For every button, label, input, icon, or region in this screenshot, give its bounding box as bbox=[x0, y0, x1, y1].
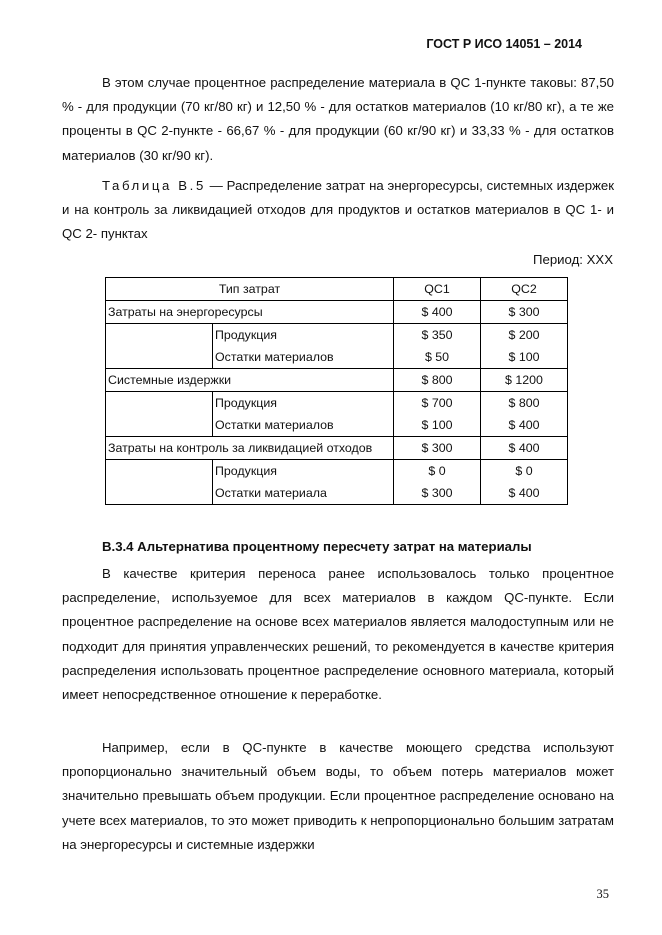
table-row bbox=[106, 392, 568, 415]
row-label: Остатки материалов bbox=[213, 346, 394, 369]
row-qc1: $ 300 bbox=[394, 482, 481, 505]
group-name: Затраты на контроль за ликвидацией отходов bbox=[106, 437, 394, 460]
row-label: Остатки материалов bbox=[213, 414, 394, 437]
group-spacer bbox=[106, 392, 213, 437]
table-row bbox=[106, 324, 568, 347]
table-header-row bbox=[106, 278, 568, 301]
row-qc1: $ 0 bbox=[394, 460, 481, 483]
row-label: Продукция bbox=[213, 324, 394, 347]
group-qc2: $ 1200 bbox=[481, 369, 568, 392]
row-qc2: $ 400 bbox=[481, 482, 568, 505]
section-paragraph-2: Например, если в QC-пункте в качестве моющего средства используют пропорционально значительный объем воды, то объем потерь материалов может значительно превышать объем продукции. Если процентное распределение основано на учете всех материалов, то это может приводить к непропорционально большим затратам на энергоресурсы и системные издержки bbox=[62, 740, 614, 852]
table-caption-text: — Распределение затрат на энергоресурсы, системных издержек и на контроль за ликвидацией отходов для продуктов и остатков материалов в QC 1- и QC 2- пунктах bbox=[62, 178, 614, 242]
cost-allocation-table bbox=[105, 277, 568, 505]
table-caption-label: Таблица В.5 bbox=[102, 178, 206, 193]
group-name: Затраты на энергоресурсы bbox=[106, 301, 394, 324]
row-qc2: $ 800 bbox=[481, 392, 568, 415]
row-qc1: $ 100 bbox=[394, 414, 481, 437]
row-qc2: $ 100 bbox=[481, 346, 568, 369]
header-cost-type: Тип затрат bbox=[106, 278, 394, 301]
table-group-row bbox=[106, 369, 568, 392]
page-number: 35 bbox=[596, 887, 609, 901]
row-label: Остатки материала bbox=[213, 482, 394, 505]
row-qc1: $ 50 bbox=[394, 346, 481, 369]
row-label: Продукция bbox=[213, 392, 394, 415]
row-label: Продукция bbox=[213, 460, 394, 483]
row-qc1: $ 350 bbox=[394, 324, 481, 347]
table-group-row bbox=[106, 437, 568, 460]
row-qc2: $ 400 bbox=[481, 414, 568, 437]
header-qc1: QC1 bbox=[394, 278, 481, 301]
group-name: Системные издержки bbox=[106, 369, 394, 392]
row-qc2: $ 200 bbox=[481, 324, 568, 347]
group-qc2: $ 400 bbox=[481, 437, 568, 460]
section-paragraph-1: В качестве критерия переноса ранее использовалось только процентное распределение, используемое для всех материалов в каждом QC-пункте. Если процентное распределение на основе всех материалов является малодоступным или не подходит для принятия управленческих решений, то рекомендуется в качестве критерия распределения использовать процентное распределение основного материала, который имеет непосредственное отношение к переработке. bbox=[62, 566, 614, 703]
group-qc1: $ 300 bbox=[394, 437, 481, 460]
group-spacer bbox=[106, 460, 213, 505]
table-caption bbox=[62, 174, 614, 247]
row-qc2: $ 0 bbox=[481, 460, 568, 483]
row-qc1: $ 700 bbox=[394, 392, 481, 415]
group-qc2: $ 300 bbox=[481, 301, 568, 324]
document-id: ГОСТ Р ИСО 14051 – 2014 bbox=[426, 37, 582, 51]
group-spacer bbox=[106, 324, 213, 369]
group-qc1: $ 800 bbox=[394, 369, 481, 392]
group-qc1: $ 400 bbox=[394, 301, 481, 324]
header-qc2: QC2 bbox=[481, 278, 568, 301]
period-label: Период: XXX bbox=[533, 252, 613, 267]
section-heading: В.3.4 Альтернатива процентному пересчету затрат на материалы bbox=[102, 539, 532, 554]
table-row bbox=[106, 460, 568, 483]
intro-paragraph: В этом случае процентное распределение материала в QC 1-пункте таковы: 87,50 % - для продукции (70 кг/80 кг) и 12,50 % - для остатков материалов (10 кг/80 кг), а те же проценты в QC 2-пункте - 66,67 % - для продукции (60 кг/90 кг) и 33,33 % - для остатков материалов (30 кг/90 кг). bbox=[62, 75, 614, 163]
table-group-row bbox=[106, 301, 568, 324]
